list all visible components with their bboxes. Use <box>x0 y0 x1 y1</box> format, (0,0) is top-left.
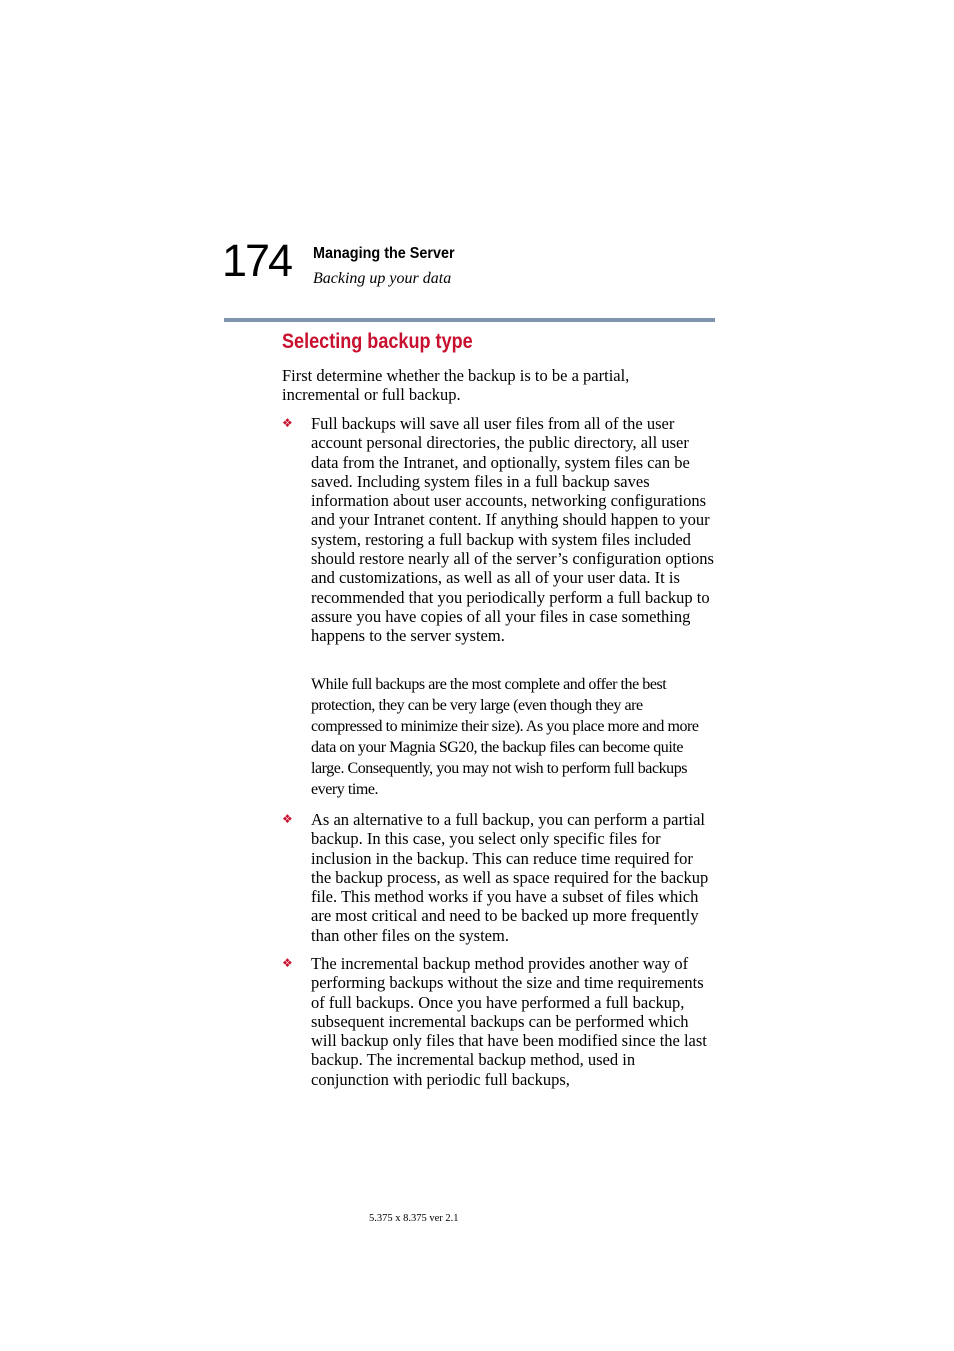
list-item-text: As an alternative to a full backup, you can perform a partial backup. In this case, you select only specific files for inclusion in the backup. This can reduce time required for the backup process, as well as space required for the backup file. This method works if you have a subset of files which are most critical and need to be backed up more frequently than other files on the system. <box>311 810 709 945</box>
diamond-bullet-icon: ❖ <box>282 416 293 430</box>
diamond-bullet-icon: ❖ <box>282 956 293 970</box>
section-heading: Selecting backup type <box>282 330 473 353</box>
chapter-title: Managing the Server <box>313 245 455 262</box>
note-paragraph: While full backups are the most complete and offer the best protection, they can be very large (even though they are compressed to minimize their size). As you place more and more data on your Magnia SG20, the backup files can become quite large. Consequently, you may not wish to perform full backups every time. <box>311 676 699 798</box>
page-number: 174 <box>222 235 292 286</box>
intro-paragraph: First determine whether the backup is to be a partial, incremental or full backup. <box>282 366 630 405</box>
footer-version: 5.375 x 8.375 ver 2.1 <box>369 1213 459 1224</box>
diamond-bullet-icon: ❖ <box>282 812 293 826</box>
list-item-text: Full backups will save all user files from all of the user account personal directories, the public directory, all user data from the Intranet, and optionally, system files can be saved. Including system files in a full backup saves information about user accounts, networking configurations and your Intranet content. If anything should happen to your system, restoring a full backup with system files included should restore nearly all of the server’s configuration options and customizations, as well as all of your user data. It is recommended that you periodically perform a full backup to assure you have copies of all your files in case something happens to the server system. <box>311 414 714 646</box>
list-item-text: The incremental backup method provides another way of performing backups without the size and time requirements of full backups. Once you have performed a full backup, subsequent incremental backups can be performed which will backup only files that have been modified since the last backup. The incremental backup method, used in conjunction with periodic full backups, <box>311 954 707 1089</box>
section-subtitle: Backing up your data <box>313 270 452 287</box>
header-rule <box>224 318 715 322</box>
